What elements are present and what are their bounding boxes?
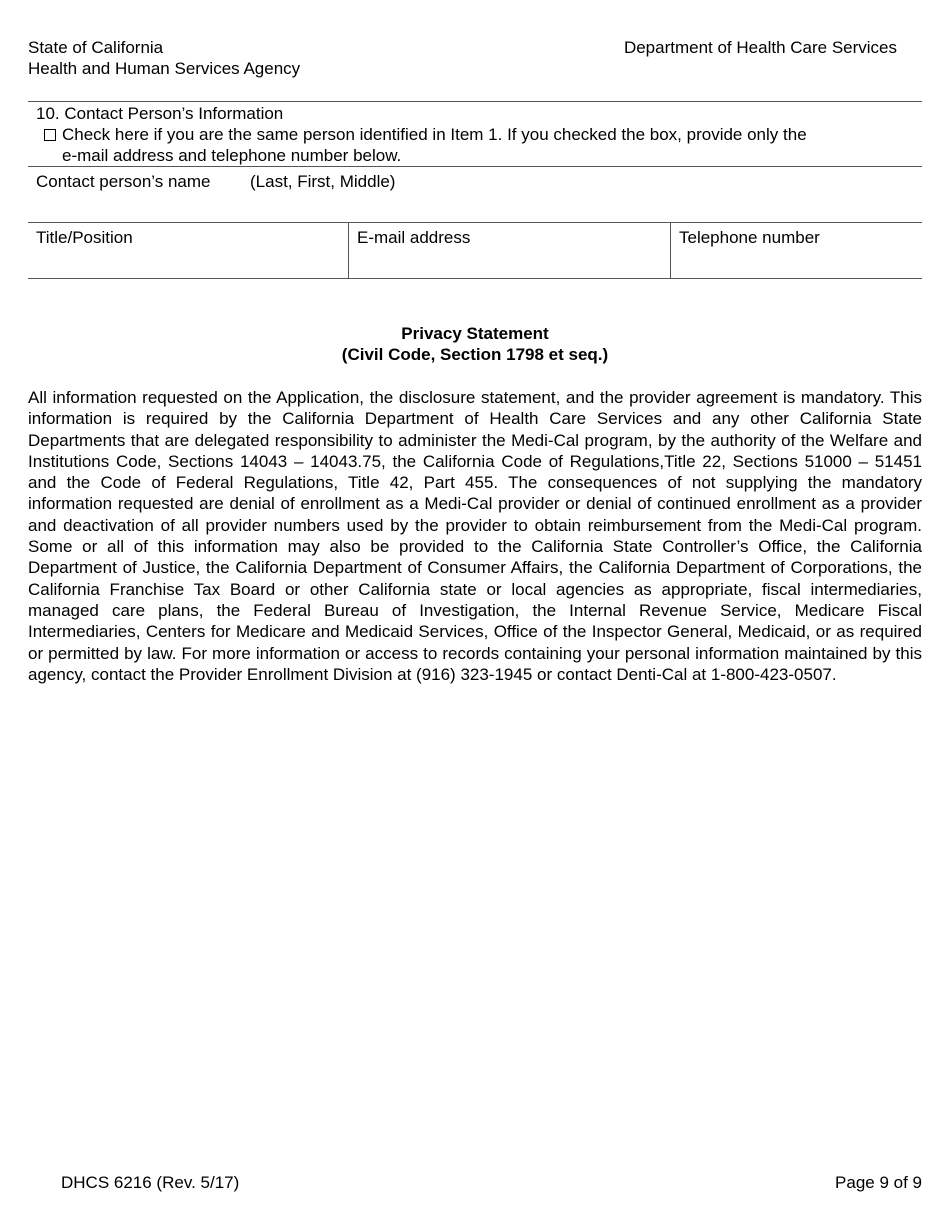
- privacy-heading: [28, 323, 922, 365]
- checkbox-label-line2: e-mail address and telephone number below.: [62, 146, 402, 165]
- contact-name-label: Contact person’s name: [36, 172, 211, 191]
- privacy-title: Privacy Statement: [401, 324, 549, 343]
- section-10-heading: 10. Contact Person’s Information: [36, 104, 284, 123]
- title-position-label: Title/Position: [36, 228, 133, 247]
- page-number: Page 9 of 9: [835, 1173, 922, 1192]
- email-address-field[interactable]: [349, 223, 670, 278]
- section-top-rule: [28, 101, 922, 102]
- header-state: State of California: [28, 38, 164, 57]
- header-agency-name: Health and Human Services Agency: [28, 59, 301, 78]
- privacy-body: All information requested on the Application, the disclosure statement, and the provider agreement is mandatory. This information is required by the California Department of Health Care Services and any other California State Departments that are delegated responsibility to administer the Medi-Cal program, by the authority of the Welfare and Institutions Code, Sections 14043 – 14043.75, the California Code of Regulations,Title 22, Sections 51000 – 51451 and the Code of Federal Regulations, Title 42, Part 455. The consequences of not supplying the mandatory information requested are denial of enrollment as a Medi-Cal provider or denial of continued enrollment as a provider and deactivation of all provider numbers used by the provider to obtain reimbursement from the Medi-Cal program. Some or all of this information may also be provided to the California State Controller’s Office, the California Department of Justice, the California Department of Consumer Affairs, the California Department of Corporations, the California Franchise Tax Board or other California state or local agencies as appropriate, fiscal intermediaries, managed care plans, the Federal Bureau of Investigation, the Internal Revenue Service, Medicare Fiscal Intermediaries, Centers for Medicare and Medicaid Services, Office of the Inspector General, Medicaid, or as required or permitted by law. For more information or access to records containing your personal information maintained by this agency, contact the Provider Enrollment Division at (916) 323-1945 or contact Denti-Cal at 1-800-423-0507.: [28, 388, 922, 684]
- contact-name-hint: (Last, First, Middle): [250, 172, 396, 191]
- header-department: Department of Health Care Services: [623, 38, 897, 57]
- checkbox-label-line1: Check here if you are the same person identified in Item 1. If you checked the box, provide only the: [62, 125, 807, 144]
- same-person-checkbox[interactable]: [44, 129, 56, 141]
- email-address-label: E-mail address: [357, 228, 471, 247]
- telephone-number-label: Telephone number: [679, 228, 820, 247]
- title-position-field[interactable]: [28, 223, 348, 278]
- privacy-subtitle: (Civil Code, Section 1798 et seq.): [341, 345, 609, 364]
- form-id: DHCS 6216 (Rev. 5/17): [61, 1173, 240, 1192]
- telephone-number-field[interactable]: [671, 223, 922, 278]
- field-row-bottom-rule: [28, 278, 922, 279]
- contact-name-field[interactable]: [28, 167, 922, 222]
- header-agency: [28, 37, 300, 79]
